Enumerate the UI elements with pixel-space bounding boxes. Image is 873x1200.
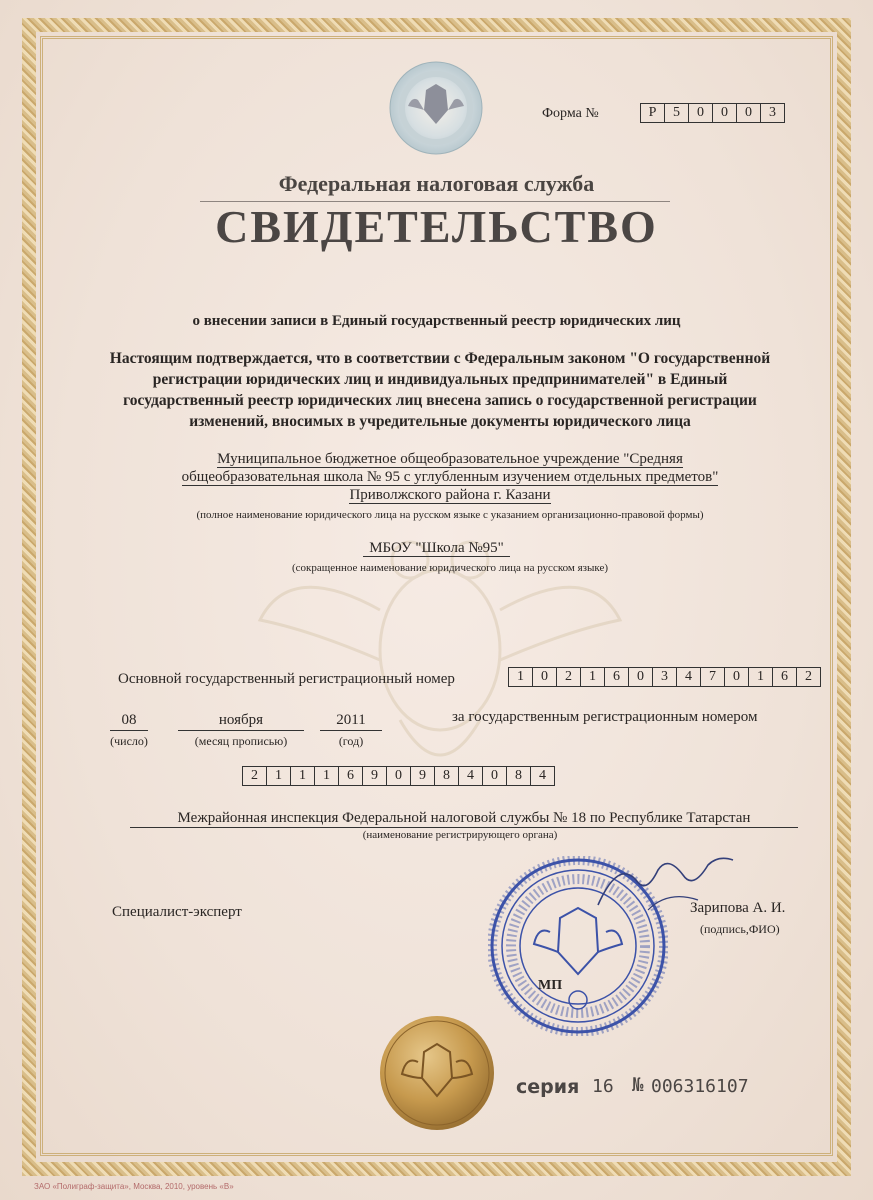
registration-month: ноября: [178, 712, 304, 731]
ogrn-digit: 6: [773, 668, 797, 686]
ogrn-number: [508, 667, 821, 687]
month-caption: (месяц прописью): [194, 734, 288, 748]
signer-name: Зарипова А. И.: [690, 900, 786, 916]
grn-digit: 0: [483, 767, 507, 785]
ogrn-digit: 3: [653, 668, 677, 686]
number-sign: №: [632, 1074, 644, 1096]
grn-digit: 8: [507, 767, 531, 785]
signature-caption: (подпись,ФИО): [700, 922, 780, 936]
grn-label: за государственным регистрационным номером: [452, 709, 758, 725]
grn-digit: 2: [243, 767, 267, 785]
form-code: [640, 103, 785, 123]
form-code-char: 3: [769, 105, 776, 120]
grn-digit: 0: [387, 767, 411, 785]
org-full-name-caption: (полное наименование юридического лица на русском языке с указанием организационно-правовой формы): [196, 509, 704, 521]
grn-digit: 1: [315, 767, 339, 785]
grn-digit: 1: [267, 767, 291, 785]
grn-digit: 6: [339, 767, 363, 785]
grn-digit: 1: [291, 767, 315, 785]
stamp-mark: МП: [538, 978, 563, 993]
ogrn-digit: 1: [749, 668, 773, 686]
series-label: серия: [516, 1076, 580, 1098]
form-code-char: 0: [689, 104, 713, 122]
grn-number: [242, 766, 555, 786]
org-short-name-caption: (сокращенное наименование юридического лица на русском языке): [291, 562, 609, 574]
hologram-emblem-icon: [388, 60, 484, 156]
org-full-name: [130, 450, 770, 504]
document-subtitle: о внесении записи в Единый государственный реестр юридических лиц: [192, 313, 681, 329]
ogrn-digit: 2: [805, 669, 812, 684]
ogrn-digit: 6: [605, 668, 629, 686]
document-title: СВИДЕТЕЛЬСТВО: [215, 201, 658, 252]
grn-digit: 9: [363, 767, 387, 785]
series-value: 16: [592, 1076, 614, 1097]
registering-authority: Межрайонная инспекция Федеральной налоговой службы № 18 по Республике Татарстан: [130, 810, 798, 828]
ogrn-digit: 4: [677, 668, 701, 686]
grn-digit: 4: [459, 767, 483, 785]
ogrn-digit: 7: [701, 668, 725, 686]
org-full-name-line: Муниципальное бюджетное общеобразовательное учреждение "Средняя: [217, 451, 683, 467]
form-code-char: Р: [641, 104, 665, 122]
authority-caption: (наименование регистрирующего органа): [362, 829, 558, 841]
ogrn-digit: 1: [509, 668, 533, 686]
ogrn-digit: 0: [533, 668, 557, 686]
registration-day: 08: [110, 712, 148, 731]
ogrn-digit: 2: [557, 668, 581, 686]
confirmation-text: Настоящим подтверждается, что в соответствии с Федеральным законом "О государственной регистрации юридических лиц и индивидуальных предпринимателей" в Единый государственный реестр юридических лиц внесена запись о государственной регистрации изменений, вносимых в учредительные документы юридического лица: [109, 350, 771, 430]
org-full-name-line: общеобразовательная школа № 95 с углубленным изучением отдельных предметов": [181, 469, 719, 485]
gold-seal-icon: [378, 1014, 496, 1132]
org-short-name-row: [0, 540, 873, 557]
form-code-char: 5: [665, 104, 689, 122]
form-code-char: 0: [737, 104, 761, 122]
org-short-name: МБОУ "Школа №95": [363, 540, 510, 557]
org-full-name-line: Приволжского района г. Казани: [349, 487, 551, 503]
form-code-char: 0: [713, 104, 737, 122]
grn-digit: 4: [539, 768, 546, 783]
grn-digit: 9: [411, 767, 435, 785]
serial-number: 006316107: [651, 1076, 749, 1097]
signer-position: Специалист-эксперт: [112, 904, 242, 920]
registration-year: 2011: [320, 712, 382, 731]
printer-imprint: ЗАО «Полиграф-защита», Москва, 2010, уровень «В»: [34, 1182, 234, 1191]
day-caption: (число): [110, 734, 148, 748]
grn-digit: 8: [435, 767, 459, 785]
ogrn-digit: 0: [629, 668, 653, 686]
ogrn-digit: 0: [725, 668, 749, 686]
form-label: Форма №: [542, 106, 599, 121]
agency-name: Федеральная налоговая служба: [278, 171, 595, 196]
ogrn-label: Основной государственный регистрационный номер: [118, 671, 455, 687]
ogrn-digit: 1: [581, 668, 605, 686]
year-caption: (год): [338, 734, 364, 748]
